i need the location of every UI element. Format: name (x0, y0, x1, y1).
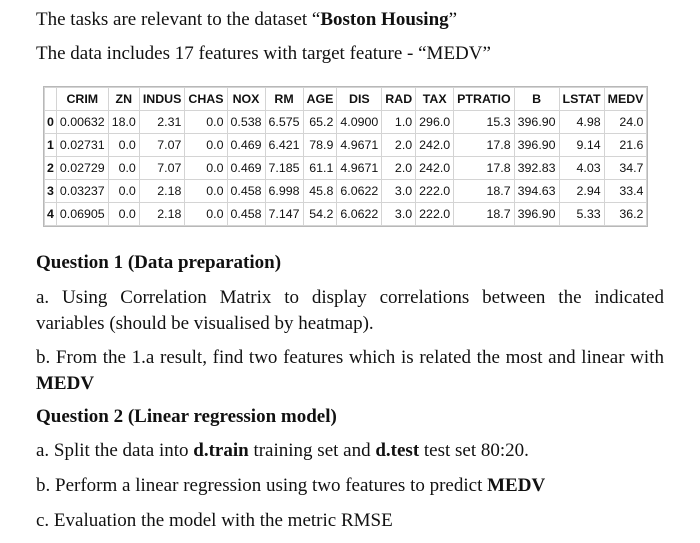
column-header-medv: MEDV (604, 88, 647, 111)
table-cell: 222.0 (416, 180, 454, 203)
table-cell: 1.0 (382, 111, 416, 134)
table-row (45, 111, 647, 134)
table-cell: 0.03237 (56, 180, 108, 203)
table-cell: 0.0 (108, 180, 139, 203)
table-cell: 78.9 (303, 134, 337, 157)
table-cell: 5.33 (559, 203, 604, 226)
table-cell: 0.02729 (56, 157, 108, 180)
table-cell: 2.18 (139, 180, 185, 203)
table-cell: 15.3 (454, 111, 514, 134)
table-cell: 2.0 (382, 157, 416, 180)
table-body (45, 111, 647, 226)
table-cell: 2.0 (382, 134, 416, 157)
column-header-tax: TAX (416, 88, 454, 111)
table-cell: 0.06905 (56, 203, 108, 226)
table-cell: 33.4 (604, 180, 647, 203)
table-cell: 4.9671 (337, 157, 382, 180)
table-cell: 36.2 (604, 203, 647, 226)
table-cell: 7.185 (265, 157, 303, 180)
table-cell: 6.421 (265, 134, 303, 157)
column-header-chas: CHAS (185, 88, 227, 111)
table-cell: 7.07 (139, 157, 185, 180)
table-cell: 222.0 (416, 203, 454, 226)
question-2a-prefix: a. Split the data into (36, 440, 194, 461)
question-1a: a. Using Correlation Matrix to display correlations between the indicated variables (should be visualised by heatmap). (36, 287, 664, 334)
table-cell: 242.0 (416, 134, 454, 157)
table-cell: 0.0 (185, 134, 227, 157)
test-set-name: d.test (375, 440, 420, 461)
table-header-row (45, 88, 647, 111)
column-header-ptratio: PTRATIO (454, 88, 514, 111)
table-cell: 0.538 (227, 111, 265, 134)
table-cell: 65.2 (303, 111, 337, 134)
table-cell: 34.7 (604, 157, 647, 180)
table-cell: 0.458 (227, 203, 265, 226)
table-cell: 2.94 (559, 180, 604, 203)
table-cell: 7.147 (265, 203, 303, 226)
column-header-b: B (514, 88, 559, 111)
table-cell: 396.90 (514, 111, 559, 134)
table-cell: 0.0 (185, 111, 227, 134)
table-cell: 4.98 (559, 111, 604, 134)
table-cell: 242.0 (416, 157, 454, 180)
table-cell: 18.7 (454, 180, 514, 203)
question-2a-suffix: test set 80:20. (419, 440, 529, 461)
intro-line-2: The data includes 17 features with target feature - “MEDV” (36, 43, 491, 64)
question-2b-prefix: b. Perform a linear regression using two features to predict (36, 475, 488, 496)
question-2b (36, 474, 545, 498)
question-2b-target: MEDV (487, 475, 546, 496)
column-header-indus: INDUS (139, 88, 185, 111)
table-cell: 0.469 (227, 134, 265, 157)
table-cell: 18.0 (108, 111, 139, 134)
train-set-name: d.train (193, 440, 249, 461)
intro-line-1-suffix: ” (448, 9, 458, 30)
data-table (44, 87, 647, 226)
question-1b-target: MEDV (36, 373, 95, 394)
intro-line-1 (36, 8, 457, 32)
question-1b-text: b. From the 1.a result, find two features which is related the most and linear with (36, 347, 664, 368)
table-cell: 4.03 (559, 157, 604, 180)
table-cell: 0.0 (108, 203, 139, 226)
table-cell: 6.575 (265, 111, 303, 134)
table-cell: 2.31 (139, 111, 185, 134)
column-header-zn: ZN (108, 88, 139, 111)
table-cell: 17.8 (454, 134, 514, 157)
table-cell: 61.1 (303, 157, 337, 180)
question-1-title: Question 1 (Data preparation) (36, 252, 282, 273)
table-cell: 0.0 (185, 203, 227, 226)
row-index-cell: 4 (45, 203, 57, 226)
table-cell: 21.6 (604, 134, 647, 157)
table-cell: 296.0 (416, 111, 454, 134)
question-2-title: Question 2 (Linear regression model) (36, 406, 337, 427)
data-table-container (43, 86, 648, 227)
dataset-name: Boston Housing (320, 9, 449, 30)
table-cell: 2.18 (139, 203, 185, 226)
table-row (45, 134, 647, 157)
column-header-nox: NOX (227, 88, 265, 111)
table-cell: 6.998 (265, 180, 303, 203)
question-2a (36, 439, 529, 463)
column-header-rm: RM (265, 88, 303, 111)
table-cell: 3.0 (382, 203, 416, 226)
table-cell: 396.90 (514, 203, 559, 226)
table-cell: 7.07 (139, 134, 185, 157)
table-cell: 0.0 (185, 157, 227, 180)
row-index-cell: 3 (45, 180, 57, 203)
column-header-age: AGE (303, 88, 337, 111)
table-cell: 0.0 (108, 134, 139, 157)
table-cell: 0.469 (227, 157, 265, 180)
table-cell: 54.2 (303, 203, 337, 226)
column-header-rad: RAD (382, 88, 416, 111)
column-header-crim: CRIM (56, 88, 108, 111)
column-header-dis: DIS (337, 88, 382, 111)
question-1b (36, 345, 664, 397)
table-cell: 0.458 (227, 180, 265, 203)
table-cell: 9.14 (559, 134, 604, 157)
table-cell: 394.63 (514, 180, 559, 203)
table-cell: 396.90 (514, 134, 559, 157)
intro-line-1-prefix: The tasks are relevant to the dataset “ (36, 9, 321, 30)
table-row (45, 180, 647, 203)
table-cell: 0.0 (185, 180, 227, 203)
table-cell: 6.0622 (337, 180, 382, 203)
question-2a-mid: training set and (248, 440, 376, 461)
table-cell: 45.8 (303, 180, 337, 203)
table-cell: 4.9671 (337, 134, 382, 157)
row-index-cell: 1 (45, 134, 57, 157)
table-cell: 6.0622 (337, 203, 382, 226)
table-row (45, 203, 647, 226)
table-cell: 18.7 (454, 203, 514, 226)
table-cell: 0.02731 (56, 134, 108, 157)
column-header-lstat: LSTAT (559, 88, 604, 111)
table-cell: 0.0 (108, 157, 139, 180)
table-cell: 24.0 (604, 111, 647, 134)
row-index-cell: 0 (45, 111, 57, 134)
column-header-index (45, 88, 57, 111)
table-cell: 3.0 (382, 180, 416, 203)
table-row (45, 157, 647, 180)
table-cell: 392.83 (514, 157, 559, 180)
question-2c: c. Evaluation the model with the metric RMSE (36, 510, 393, 531)
table-cell: 0.00632 (56, 111, 108, 134)
table-cell: 17.8 (454, 157, 514, 180)
row-index-cell: 2 (45, 157, 57, 180)
table-cell: 4.0900 (337, 111, 382, 134)
